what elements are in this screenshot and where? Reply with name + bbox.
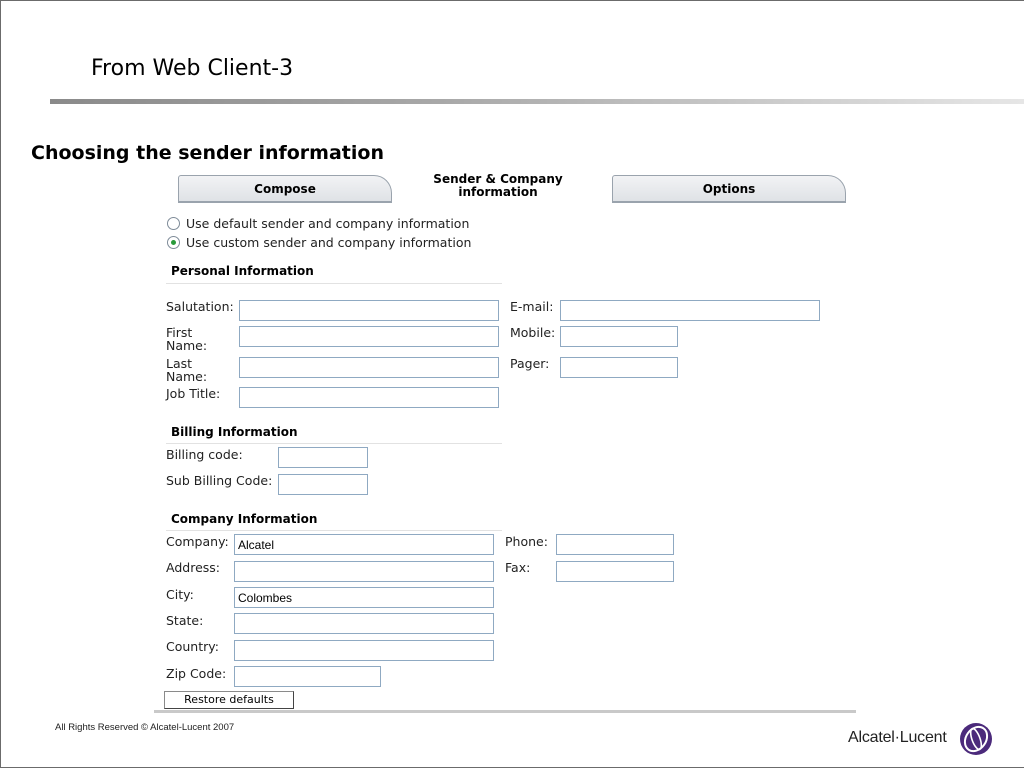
billing-code-label: Billing code:: [166, 447, 243, 462]
first-name-label-line1: First: [166, 325, 193, 340]
billing-information-title: Billing Information: [171, 425, 298, 439]
last-name-label-line1: Last: [166, 356, 193, 371]
last-name-label-line2: Name:: [166, 369, 208, 384]
billing-information-divider: [166, 443, 502, 444]
pager-field[interactable]: [560, 357, 678, 378]
phone-label: Phone:: [505, 534, 548, 549]
tab-active-label-line1: Sender & Company: [433, 172, 563, 186]
address-label: Address:: [166, 560, 220, 575]
country-label: Country:: [166, 639, 219, 654]
form-bottom-divider: [154, 710, 856, 713]
state-field[interactable]: [234, 613, 494, 634]
email-label: E-mail:: [510, 299, 554, 314]
tab-active-label-line2: information: [458, 185, 538, 199]
salutation-label: Salutation:: [166, 299, 234, 314]
slide-title: From Web Client-3: [91, 56, 294, 81]
personal-information-title: Personal Information: [171, 264, 314, 278]
tab-compose[interactable]: Compose: [178, 175, 392, 203]
alcatel-lucent-logo-icon: [959, 722, 993, 756]
brand-name: Alcatel·Lucent: [848, 729, 947, 746]
radio-custom-label: Use custom sender and company information: [186, 235, 472, 250]
salutation-field[interactable]: [239, 300, 499, 321]
city-field[interactable]: Colombes: [234, 587, 494, 608]
billing-code-field[interactable]: [278, 447, 368, 468]
country-field[interactable]: [234, 640, 494, 661]
zip-code-label: Zip Code:: [166, 666, 227, 681]
radio-option-custom[interactable]: [167, 235, 471, 250]
copyright-text: All Rights Reserved © Alcatel-Lucent 2007: [55, 722, 235, 733]
section-heading: Choosing the sender information: [31, 142, 384, 164]
radio-default[interactable]: [167, 217, 180, 230]
restore-defaults-button[interactable]: Restore defaults: [164, 691, 294, 709]
sub-billing-code-field[interactable]: [278, 474, 368, 495]
fax-field[interactable]: [556, 561, 674, 582]
radio-custom[interactable]: [167, 236, 180, 249]
personal-information-divider: [166, 283, 502, 284]
fax-label: Fax:: [505, 560, 531, 575]
last-name-label: [166, 357, 207, 383]
tab-options[interactable]: Options: [612, 175, 846, 203]
title-divider: [50, 99, 1024, 104]
tab-bar: [176, 172, 856, 206]
city-label: City:: [166, 587, 194, 602]
tab-sender-company-information[interactable]: [400, 172, 596, 202]
radio-default-label: Use default sender and company information: [186, 216, 470, 231]
job-title-label: Job Title:: [166, 386, 221, 401]
first-name-field[interactable]: [239, 326, 499, 347]
company-information-divider: [166, 530, 502, 531]
company-information-title: Company Information: [171, 512, 318, 526]
zip-code-field[interactable]: [234, 666, 381, 687]
company-label: Company:: [166, 534, 229, 549]
sub-billing-code-label: Sub Billing Code:: [166, 473, 273, 488]
email-field[interactable]: [560, 300, 820, 321]
pager-label: Pager:: [510, 356, 550, 371]
phone-field[interactable]: [556, 534, 674, 555]
first-name-label-line2: Name:: [166, 338, 208, 353]
address-field[interactable]: [234, 561, 494, 582]
mobile-field[interactable]: [560, 326, 678, 347]
job-title-field[interactable]: [239, 387, 499, 408]
state-label: State:: [166, 613, 204, 628]
mobile-label: Mobile:: [510, 325, 556, 340]
last-name-field[interactable]: [239, 357, 499, 378]
company-field[interactable]: Alcatel: [234, 534, 494, 555]
radio-option-default[interactable]: [167, 216, 469, 231]
first-name-label: [166, 326, 207, 352]
